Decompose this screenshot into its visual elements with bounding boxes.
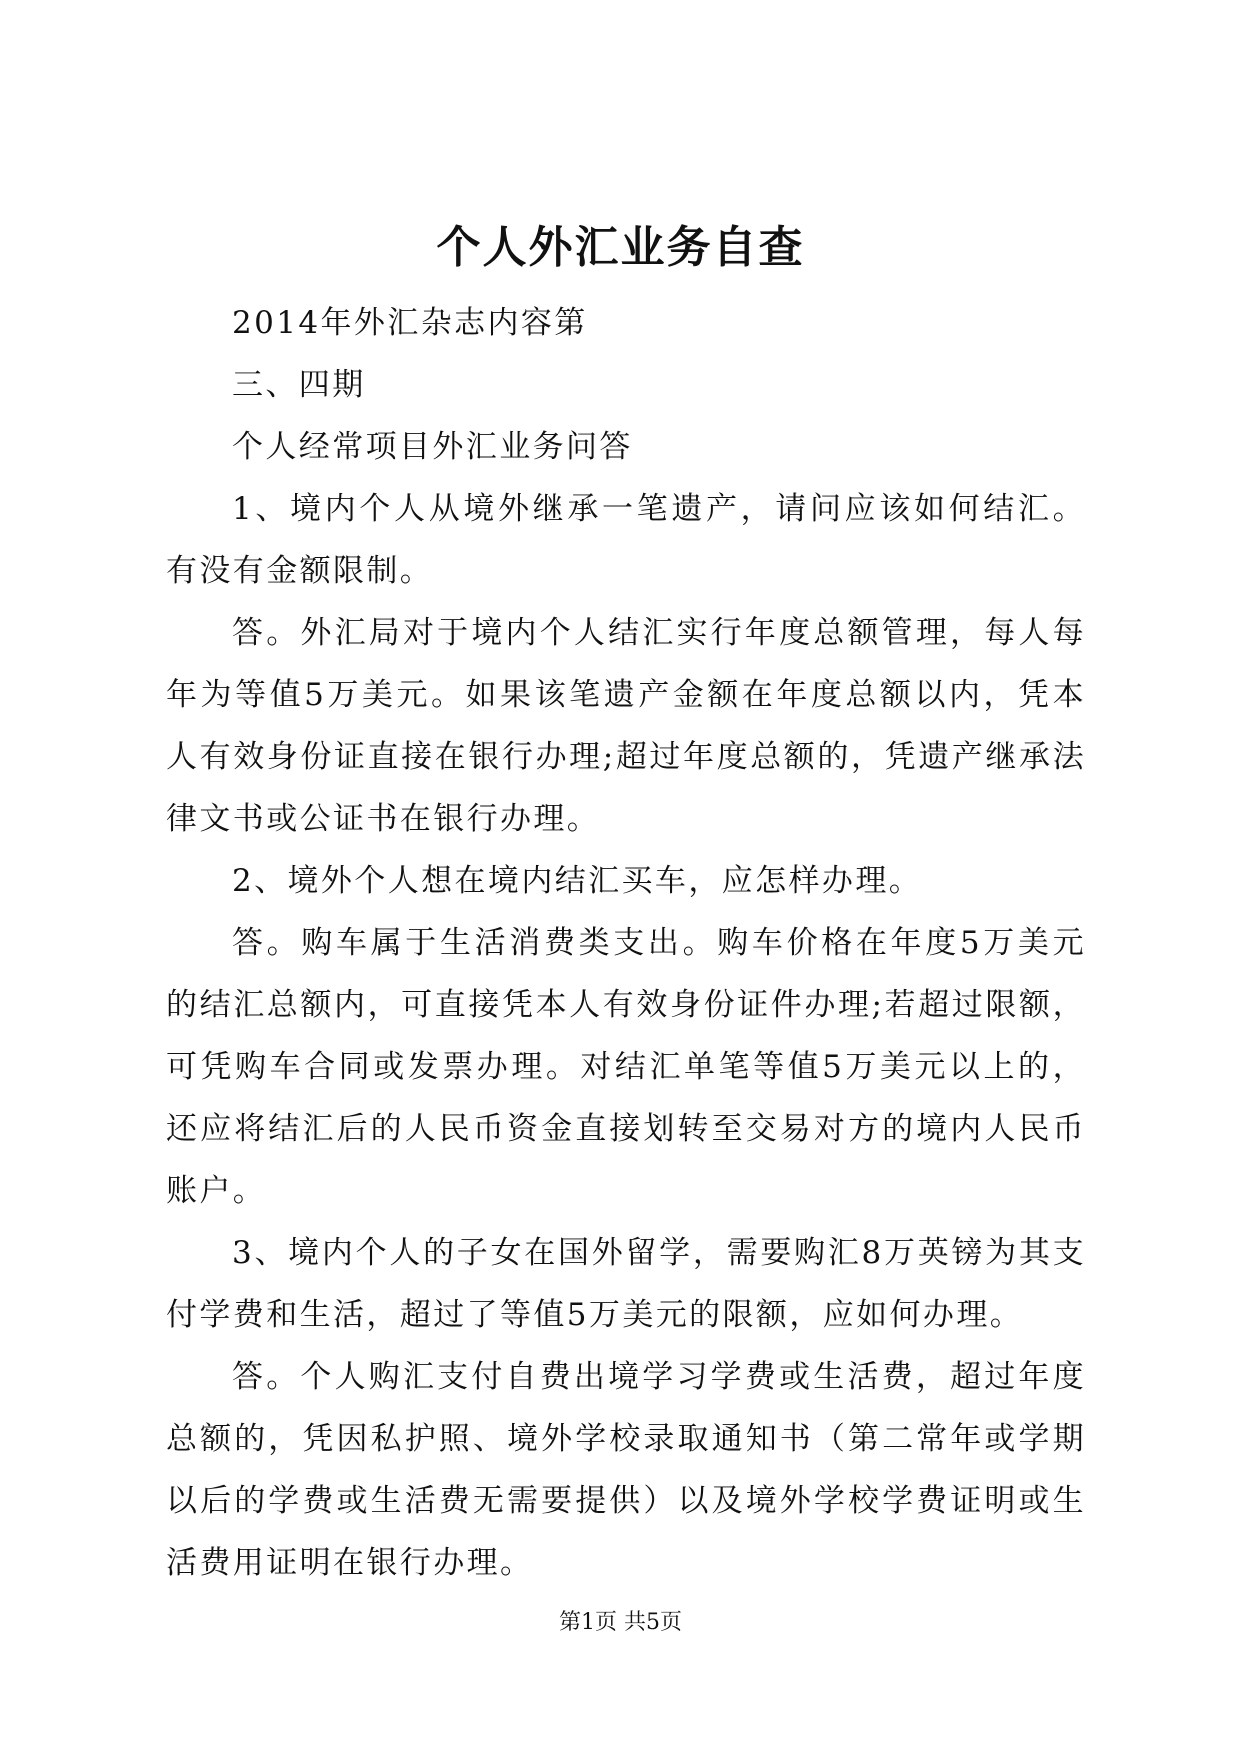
page-footer: 第1页 共5页 [559, 1610, 682, 1635]
paragraph-issue-numbers: 三、四期 [232, 367, 366, 403]
paragraph-question-3: 3、境内个人的子女在国外留学，需要购汇8万英镑为其支付学费和生活，超过了等值5万美元的限额，应如何办理。 [166, 1235, 1086, 1333]
document-body [166, 292, 1086, 1594]
paragraph-answer-2: 答。购车属于生活消费类支出。购车价格在年度5万美元的结汇总额内，可直接凭本人有效身份证件办理;若超过限额，可凭购车合同或发票办理。对结汇单笔等值5万美元以上的，还应将结汇后的人民币资金直接划转至交易对方的境内人民币账户。 [166, 925, 1086, 1209]
document-title: 个人外汇业务自查 [436, 222, 805, 273]
paragraph-section-heading: 个人经常项目外汇业务问答 [232, 429, 633, 465]
paragraph-question-2: 2、境外个人想在境内结汇买车，应怎样办理。 [232, 863, 923, 899]
paragraph-magazine-issue: 2014年外汇杂志内容第 [232, 305, 588, 341]
paragraph-answer-3: 答。个人购汇支付自费出境学习学费或生活费，超过年度总额的，凭因私护照、境外学校录取通知书（第二常年或学期以后的学费或生活费无需要提供）以及境外学校学费证明或生活费用证明在银行办理。 [166, 1359, 1086, 1581]
paragraph-question-1: 1、境内个人从境外继承一笔遗产，请问应该如何结汇。有没有金额限制。 [166, 491, 1086, 589]
paragraph-answer-1: 答。外汇局对于境内个人结汇实行年度总额管理，每人每年为等值5万美元。如果该笔遗产金额在年度总额以内，凭本人有效身份证直接在银行办理;超过年度总额的，凭遗产继承法律文书或公证书在银行办理。 [166, 615, 1086, 837]
